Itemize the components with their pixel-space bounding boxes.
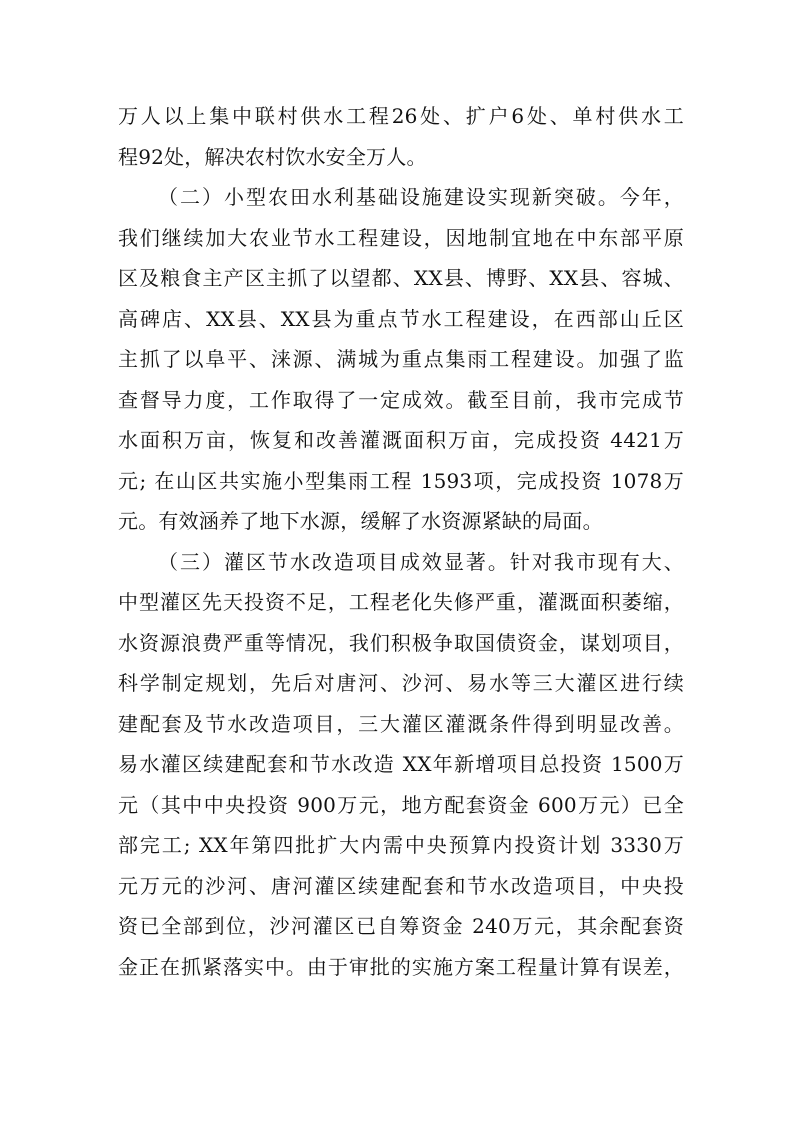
text-line: 水资源浪费严重等情况，我们积极争取国债资金，谋划项目， (118, 630, 684, 655)
text-line: 万人以上集中联村供水工程26处、扩户6处、单村供水工 (118, 104, 684, 128)
text-line: 部完工; XX年第四批扩大内需中央预算内投资计划 3330万 (118, 833, 684, 857)
text-line: 易水灌区续建配套和节水改造 XX年新增项目总投资 1500万 (118, 752, 684, 776)
text-line: 程92处，解决农村饮水安全万人。 (118, 144, 427, 169)
text-line: 区及粮食主产区主抓了以望都、XX县、博野、XX县、容城、 (118, 266, 684, 290)
text-line: 高碑店、XX县、XX县为重点节水工程建设，在西部山丘区 (118, 306, 684, 331)
text-line: 元。有效涵养了地下水源，缓解了水资源紧缺的局面。 (118, 509, 603, 533)
text-line: 元万元的沙河、唐河灌区续建配套和节水改造项目，中央投 (118, 873, 684, 898)
text-line: 元（其中中央投资 900万元，地方配套资金 600万元）已全 (118, 792, 684, 817)
text-line: 水面积万亩，恢复和改善灌溉面积万亩，完成投资 4421万 (118, 428, 684, 452)
text-line: 建配套及节水改造项目，三大灌区灌溉条件得到明显改善。 (118, 711, 684, 736)
text-line: 中型灌区先天投资不足，工程老化失修严重，灌溉面积萎缩， (118, 590, 684, 614)
text-line: 科学制定规划，先后对唐河、沙河、易水等三大灌区进行续 (118, 671, 684, 695)
text-line: （三）灌区节水改造项目成效显著。针对我市现有大、 (158, 549, 684, 574)
text-line: 我们继续加大农业节水工程建设，因地制宜地在中东部平原 (118, 225, 684, 250)
document-body (118, 96, 684, 987)
text-line: 金正在抓紧落实中。由于审批的实施方案工程量计算有误差， (118, 954, 684, 979)
text-line: 查督导力度，工作取得了一定成效。截至目前，我市完成节 (118, 387, 684, 412)
text-line: 元; 在山区共实施小型集雨工程 1593项，完成投资 1078万 (118, 468, 684, 493)
text-line: 资已全部到位，沙河灌区已自筹资金 240万元，其余配套资 (118, 914, 684, 938)
text-line: 主抓了以阜平、涞源、满城为重点集雨工程建设。加强了监 (118, 347, 684, 371)
text-line: （二）小型农田水利基础设施建设实现新突破。今年， (158, 185, 684, 209)
